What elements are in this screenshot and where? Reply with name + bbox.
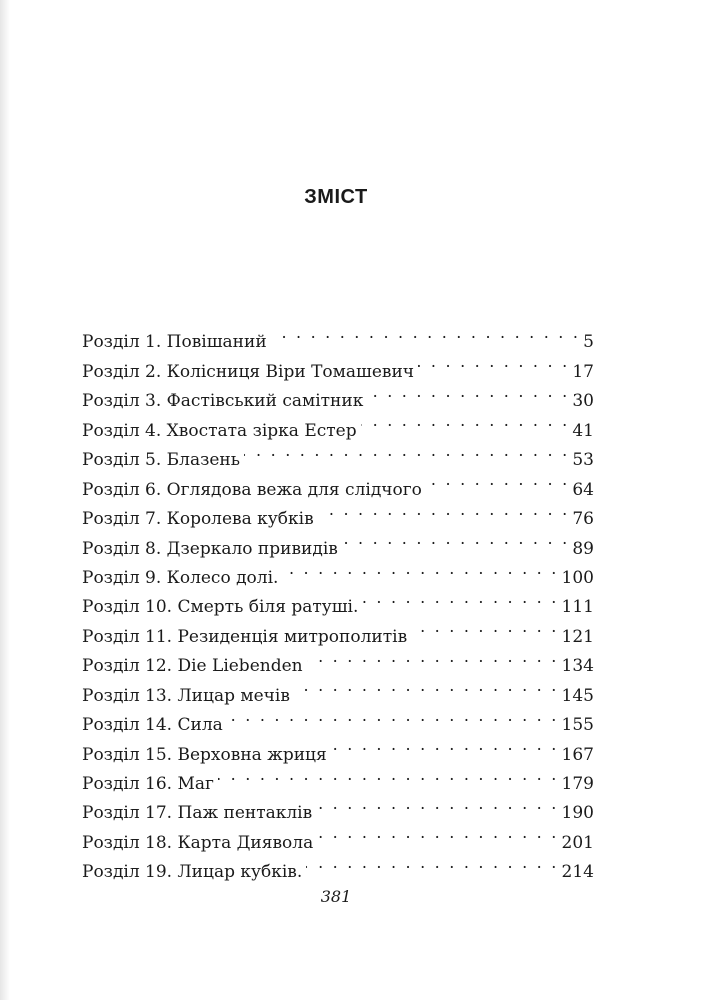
table-of-contents xyxy=(82,318,594,883)
toc-entry-page: 17 xyxy=(572,361,594,382)
toc-dot-leader xyxy=(411,612,558,641)
toc-entry xyxy=(82,318,594,353)
toc-dot-leader xyxy=(306,848,558,877)
toc-entry-page: 214 xyxy=(561,862,594,883)
toc-entry-page: 53 xyxy=(572,450,594,471)
toc-entry-title: Розділ 4. Хвостата зірка Естер xyxy=(82,420,357,441)
toc-dot-leader xyxy=(271,318,580,347)
toc-entry-page: 111 xyxy=(561,597,594,618)
toc-entry-page: 179 xyxy=(561,774,594,794)
toc-entry-page: 100 xyxy=(561,567,594,588)
toc-dot-leader xyxy=(362,583,558,612)
toc-entry-page: 89 xyxy=(572,538,594,559)
toc-entry-title: Розділ 3. Фастівський самітник xyxy=(82,391,364,412)
toc-dot-leader xyxy=(316,789,558,818)
toc-entry-title: Розділ 15. Верховна жриця xyxy=(82,744,327,765)
toc-dot-leader xyxy=(294,671,559,700)
toc-dot-leader xyxy=(227,701,559,730)
page-number: 381 xyxy=(320,887,352,906)
toc-entry-page: 155 xyxy=(561,715,594,736)
toc-entry-title: Розділ 2. Колісниця Віри Томашевич xyxy=(82,361,415,382)
toc-entry-title: Розділ 11. Резиденція митрополитів xyxy=(82,626,408,647)
toc-entry-page: 30 xyxy=(572,391,594,412)
toc-entry-page: 167 xyxy=(561,744,594,765)
toc-entry-title: Розділ 18. Карта Диявола xyxy=(82,832,314,853)
toc-entry-page: 76 xyxy=(572,509,594,530)
toc-dot-leader xyxy=(367,377,569,406)
page-edge-shadow xyxy=(0,0,10,1000)
toc-entry-page: 121 xyxy=(561,626,594,647)
toc-entry-page: 201 xyxy=(561,832,594,853)
toc-entry-page: 64 xyxy=(572,479,594,500)
toc-dot-leader xyxy=(418,347,569,376)
toc-entry-title: Розділ 1. Повішаний xyxy=(82,332,267,353)
toc-dot-leader xyxy=(244,436,569,465)
toc-dot-leader xyxy=(342,524,570,553)
toc-entry-title: Розділ 6. Оглядова вежа для слідчого xyxy=(82,479,422,500)
toc-entry-title: Розділ 14. Сила xyxy=(82,715,223,736)
toc-entry-title: Розділ 8. Дзеркало привидів xyxy=(82,538,338,559)
toc-entry-page: 41 xyxy=(572,420,594,441)
toc-entry-title: Розділ 17. Паж пентаклів xyxy=(82,803,313,824)
toc-entry-title: Розділ 5. Блазень xyxy=(82,450,241,471)
toc-dot-leader xyxy=(282,554,558,583)
toc-entry-page: 190 xyxy=(561,803,594,824)
toc-entry-page: 5 xyxy=(583,332,594,353)
toc-entry-page: 134 xyxy=(561,656,594,677)
toc-dot-leader xyxy=(361,406,570,435)
toc-dot-leader xyxy=(317,818,558,847)
toc-entry-title: Розділ 7. Королева кубків xyxy=(82,509,314,530)
toc-dot-leader xyxy=(331,730,559,759)
toc-entry-title: Розділ 10. Смерть біля ратуші. xyxy=(82,597,359,618)
toc-entry-title: Розділ 13. Лицар мечів xyxy=(82,685,290,706)
toc-entry-page: 145 xyxy=(561,685,594,706)
toc-entry-title: Розділ 9. Колесо долі. xyxy=(82,567,279,588)
toc-dot-leader xyxy=(307,642,559,671)
toc-dot-leader xyxy=(426,465,569,494)
page-title: ЗМІСТ xyxy=(304,186,368,208)
toc-dot-leader xyxy=(318,495,570,524)
toc-entry-title: Розділ 12. Die Liebenden xyxy=(82,656,303,677)
toc-dot-leader xyxy=(218,760,559,789)
toc-entry-title: Розділ 19. Лицар кубків. xyxy=(82,862,303,883)
toc-entry-title: Розділ 16. Маг xyxy=(82,774,214,794)
